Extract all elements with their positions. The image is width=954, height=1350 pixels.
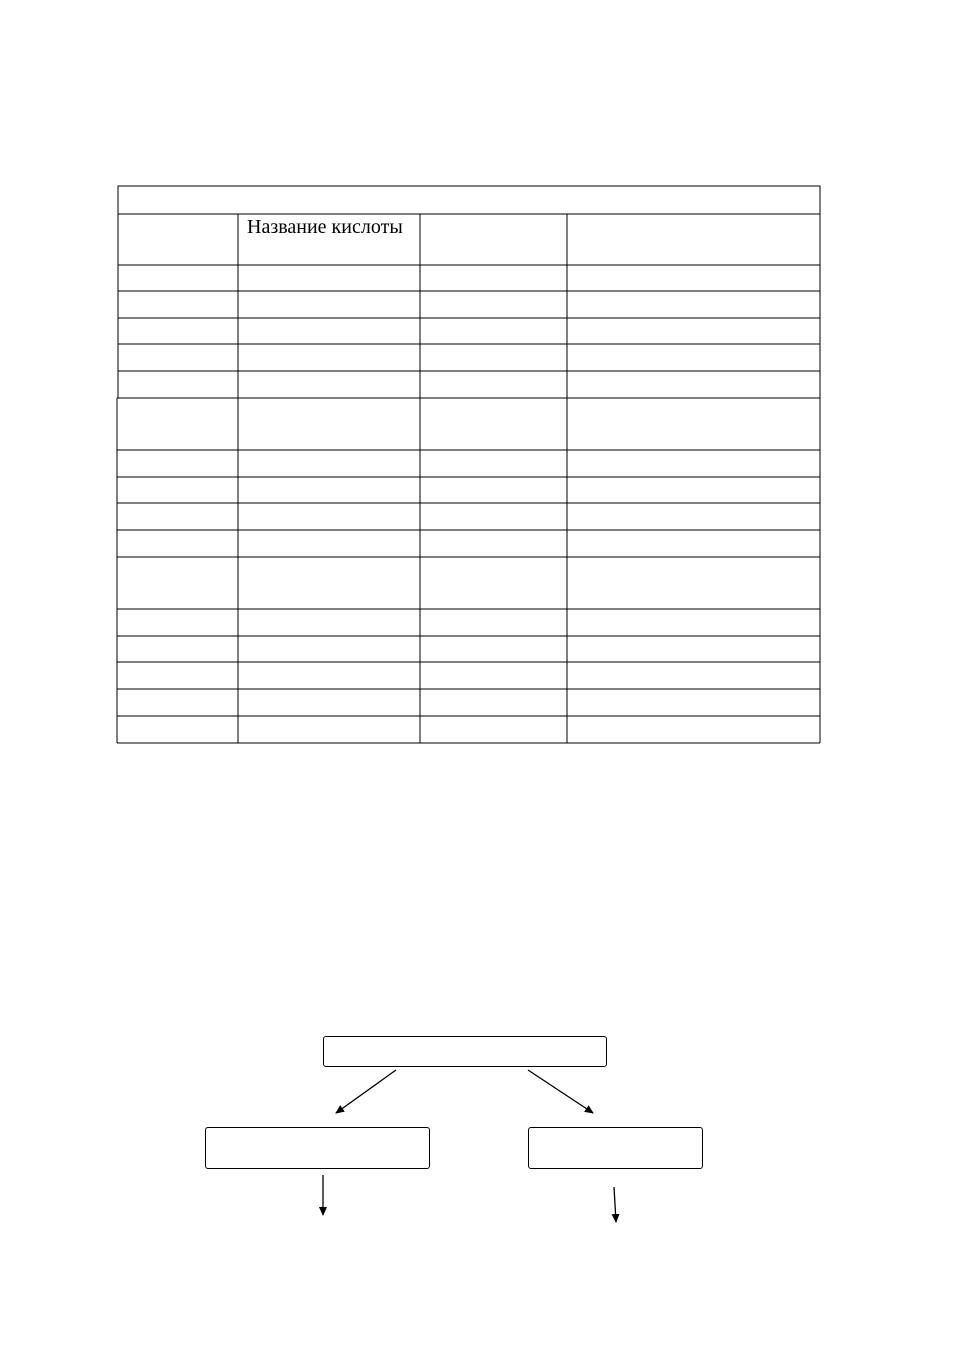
arrow-to-left-box <box>336 1070 396 1113</box>
table-title-row <box>118 186 820 214</box>
header-acid-name: Название кислоты <box>247 216 403 238</box>
flow-diagram <box>0 1020 954 1250</box>
diagram-box-top <box>323 1036 607 1067</box>
diagram-box-left <box>205 1127 430 1169</box>
arrow-to-right-box <box>528 1070 593 1113</box>
diagram-box-right <box>528 1127 703 1169</box>
arrow-down-right <box>614 1187 616 1222</box>
